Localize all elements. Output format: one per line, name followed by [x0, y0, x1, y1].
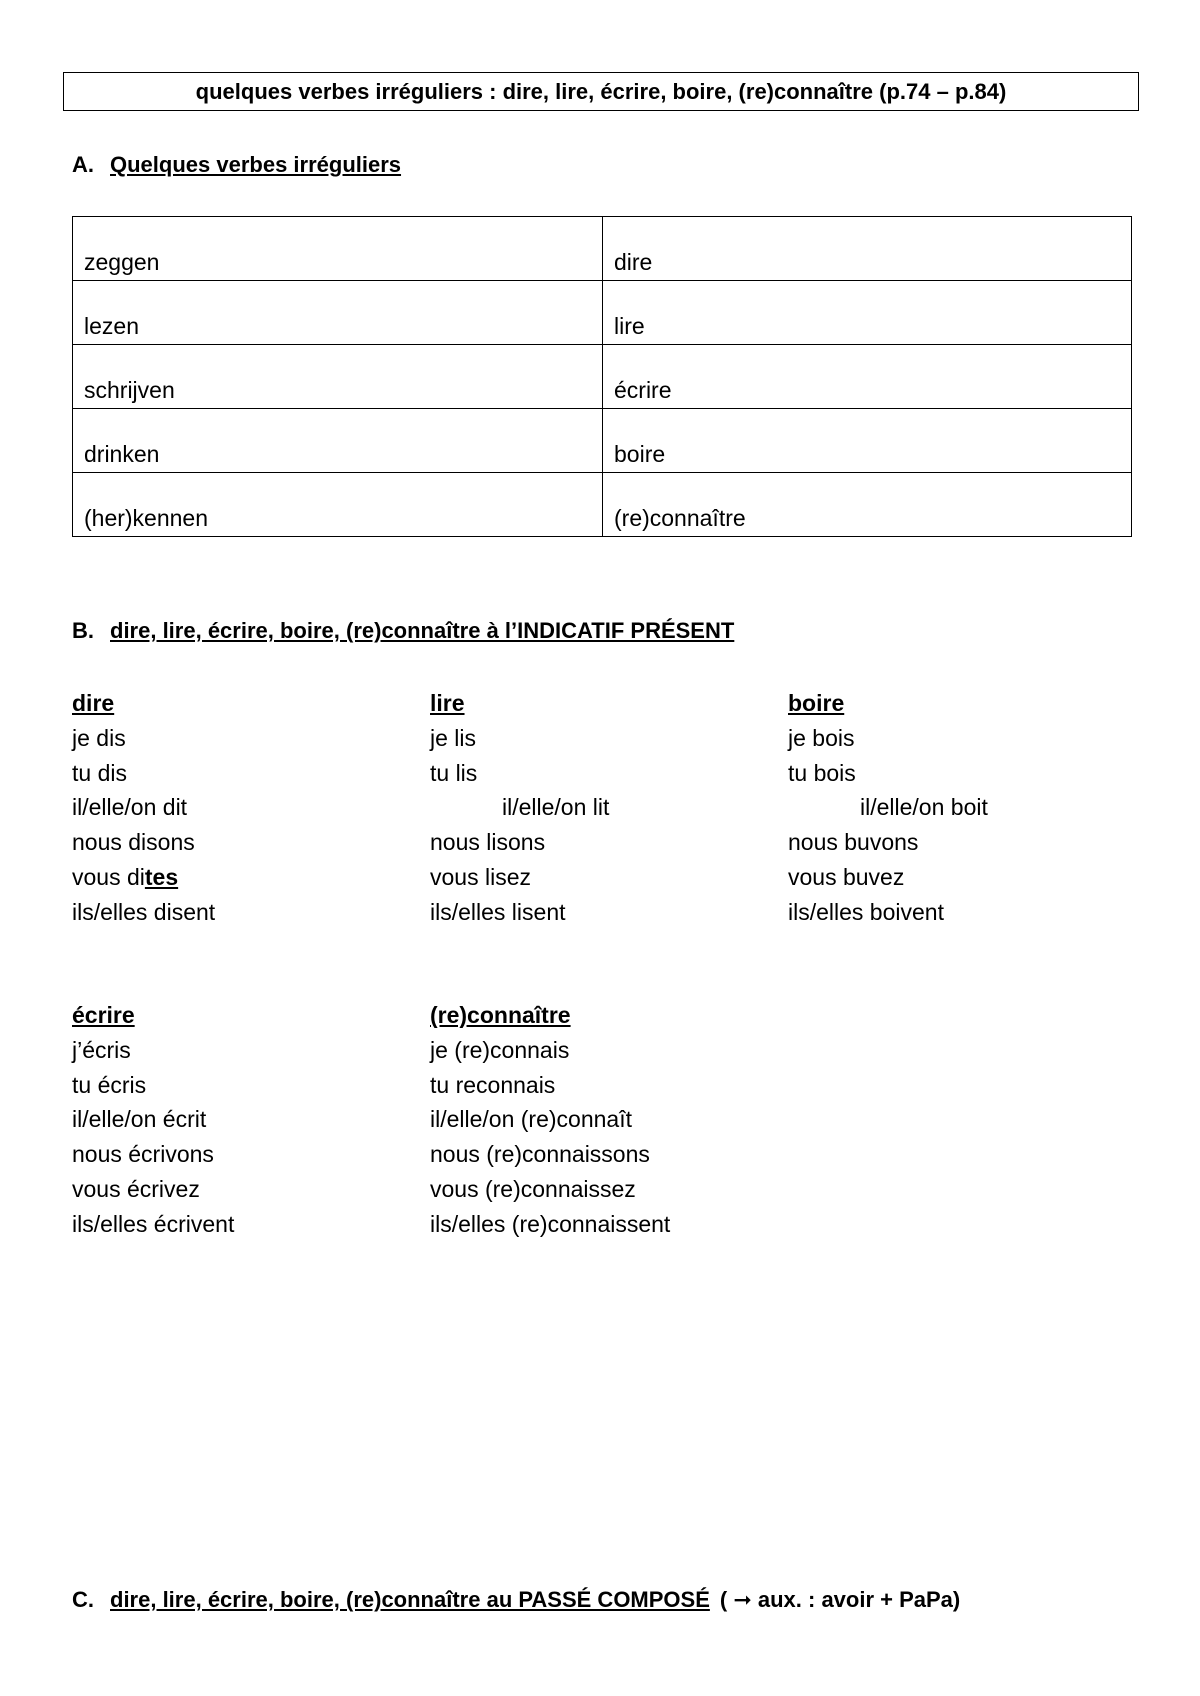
- conjugation-line: tu lis: [430, 759, 478, 786]
- conjugation-line: tu bois: [788, 759, 856, 786]
- conjugation-line: il/elle/on (re)connaît: [430, 1106, 632, 1133]
- conjugation-line: nous buvons: [788, 829, 919, 856]
- conjugation-reconnaitre: [430, 998, 670, 1242]
- conjugation-line: j’écris: [72, 1036, 131, 1063]
- section-c-note: ( ➞ aux. : avoir + PaPa): [719, 1587, 961, 1612]
- conjugation-line: je dis: [72, 724, 126, 751]
- conjugation-dire: [72, 686, 215, 930]
- vous-stem: vous di: [72, 863, 145, 890]
- section-c-letter: C.: [72, 1587, 94, 1612]
- french-cell: (re)connaître: [603, 473, 1132, 537]
- conjugation-boire: [788, 686, 988, 930]
- table-row: [73, 345, 1132, 409]
- section-b-title: dire, lire, écrire, boire, (re)connaître à l’INDICATIF PRÉSENT: [110, 618, 735, 643]
- conjugation-line: [72, 860, 215, 895]
- dutch-cell: drinken: [73, 409, 603, 473]
- conjugation-line: il/elle/on boit: [860, 794, 988, 821]
- dutch-cell: schrijven: [73, 345, 603, 409]
- conjugation-line: ils/elles disent: [72, 898, 216, 925]
- dutch-cell: (her)kennen: [73, 473, 603, 537]
- vocabulary-table: [72, 216, 1132, 537]
- verb-title: (re)connaître: [430, 1002, 571, 1028]
- dutch-cell: zeggen: [73, 217, 603, 281]
- french-cell: dire: [603, 217, 1132, 281]
- section-a-title: Quelques verbes irréguliers: [110, 152, 402, 177]
- conjugation-line: je lis: [430, 724, 477, 751]
- conjugation-line: ils/elles lisent: [430, 898, 566, 925]
- conjugation-line: tu dis: [72, 759, 127, 786]
- table-row: [73, 281, 1132, 345]
- section-b-letter: B.: [72, 618, 94, 643]
- verb-title: dire: [72, 690, 115, 716]
- conjugation-line: il/elle/on écrit: [72, 1106, 207, 1133]
- verb-title: écrire: [72, 1002, 135, 1028]
- table-row: [73, 473, 1132, 537]
- verb-title: lire: [430, 690, 465, 716]
- conjugation-line: nous écrivons: [72, 1141, 214, 1168]
- conjugation-line: nous disons: [72, 829, 195, 856]
- section-a-letter: A.: [72, 152, 94, 177]
- conjugation-line: tu écris: [72, 1071, 147, 1098]
- document-title-text: quelques verbes irréguliers : dire, lire, écrire, boire, (re)connaître (p.74 – p.84): [195, 78, 1007, 104]
- dutch-cell: lezen: [73, 281, 603, 345]
- conjugation-line: vous écrivez: [72, 1175, 200, 1202]
- document-title: [63, 72, 1139, 111]
- conjugation-line: tu reconnais: [430, 1071, 556, 1098]
- french-cell: lire: [603, 281, 1132, 345]
- conjugation-line: il/elle/on lit: [502, 794, 610, 821]
- conjugation-line: ils/elles boivent: [788, 898, 944, 925]
- conjugation-line: vous buvez: [788, 863, 905, 890]
- french-cell: boire: [603, 409, 1132, 473]
- french-cell: écrire: [603, 345, 1132, 409]
- section-c-title: dire, lire, écrire, boire, (re)connaître au PASSÉ COMPOSÉ: [110, 1587, 710, 1612]
- conjugation-line: nous lisons: [430, 829, 546, 856]
- conjugation-line: je (re)connais: [430, 1036, 570, 1063]
- conjugation-line: vous lisez: [430, 863, 531, 890]
- conjugation-line: ils/elles écrivent: [72, 1210, 235, 1237]
- conjugation-line: vous (re)connaissez: [430, 1175, 636, 1202]
- conjugation-line: ils/elles (re)connaissent: [430, 1210, 671, 1237]
- section-b-heading: [72, 618, 734, 644]
- section-a-heading: [72, 152, 401, 178]
- conjugation-line: nous (re)connaissons: [430, 1141, 650, 1168]
- verb-title: boire: [788, 690, 845, 716]
- table-row: [73, 217, 1132, 281]
- table-row: [73, 409, 1132, 473]
- section-c-heading: [72, 1587, 960, 1613]
- conjugation-lire: [430, 686, 609, 930]
- vous-ending-highlight: tes: [144, 863, 179, 890]
- conjugation-ecrire: [72, 998, 234, 1242]
- conjugation-line: je bois: [788, 724, 855, 751]
- conjugation-line: il/elle/on dit: [72, 794, 188, 821]
